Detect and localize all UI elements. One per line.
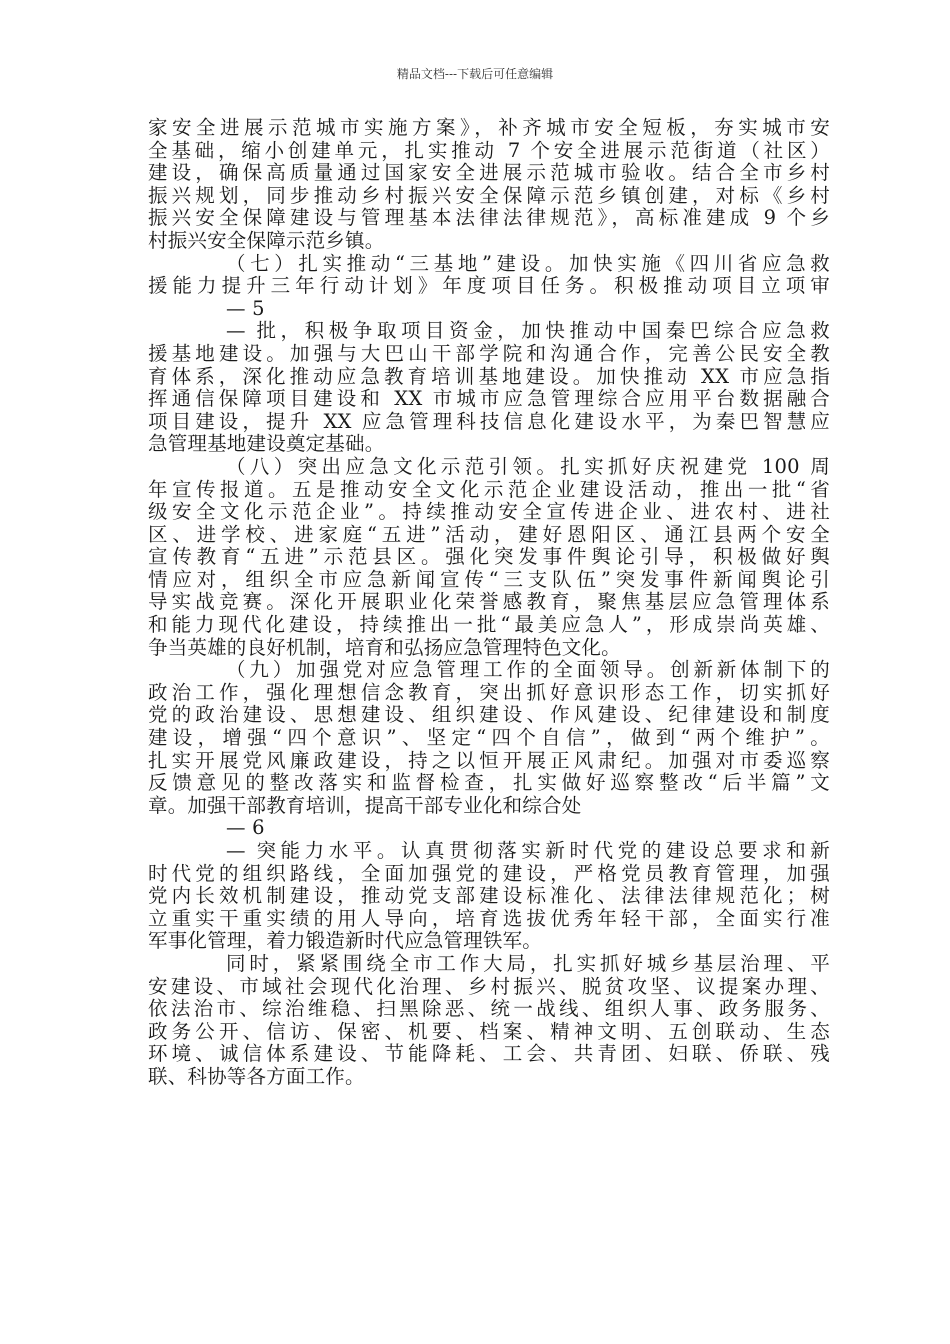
text-line: 全基础，缩小创建单元，扎实推动 7 个安全进展示范街道（社区） (148, 138, 830, 162)
text-line: 时代党的组织路线，全面加强党的建设，严格党员教育管理，加强 (148, 861, 830, 885)
text-line: 政治工作，强化理想信念教育，突出抓好意识形态工作，切实抓好 (148, 680, 830, 704)
text-line: 挥通信保障项目建设和 XX 市城市应急管理综合应用平台数据融合 (148, 387, 830, 411)
text-line: （八）突出应急文化示范引领。扎实抓好庆祝建党 100 周 (226, 454, 830, 478)
text-line: （九）加强党对应急管理工作的全面领导。创新新体制下的 (226, 658, 830, 682)
text-line: 党内长效机制建设，推动党支部建设标准化、法律法律规范化；树 (148, 884, 830, 908)
text-line: 联、科协等各方面工作。 (148, 1064, 365, 1088)
paragraph-2 (148, 253, 830, 298)
paragraph-1 (148, 117, 830, 253)
text-line: 环境、诚信体系建设、节能降耗、工会、共青团、妇联、侨联、残 (148, 1042, 830, 1066)
page-number: — 6 (226, 816, 265, 840)
text-line: 党的政治建设、思想建设、组织建设、作风建设、纪律建设和制度 (148, 703, 830, 727)
text-line: 振兴规划，同步推动乡村振兴安全保障示范乡镇创建，对标《乡村 (148, 183, 830, 207)
text-line: 级安全文化示范企业”。持续推动安全宣传进企业、进农村、进社 (148, 500, 830, 524)
text-line: 安建设、市域社会现代化治理、乡村振兴、脱贫攻坚、议提案办理、 (148, 974, 830, 998)
text-line: 章。加强干部教育培训，提高干部专业化和综合处 (148, 793, 582, 817)
paragraph-3 (148, 320, 830, 456)
text-line: — 突能力水平。认真贯彻落实新时代党的建设总要求和新 (226, 839, 830, 862)
text-line: 导实战竞赛。深化开展职业化荣誉感教育，聚焦基层应急管理体系 (148, 590, 830, 614)
text-line: 同时，紧紧围绕全市工作大局，扎实抓好城乡基层治理、平 (226, 951, 830, 975)
text-line: 援能力提升三年行动计划》年度项目任务。积极推动项目立项审 (148, 274, 830, 298)
document-body (148, 117, 830, 1089)
text-line: 家安全进展示范城市实施方案》，补齐城市安全短板，夯实城市安 (148, 116, 830, 139)
text-line: 振兴安全保障建设与管理基本法律法律规范》，高标准建成 9 个乡 (148, 206, 830, 230)
page-number-5 (148, 298, 830, 321)
paragraph-5 (148, 659, 830, 817)
text-line: 建设，确保高质量通过国家安全进展示范城市验收。结合全市乡村 (148, 161, 830, 185)
text-line: 立重实干重实绩的用人导向，培育选拔优秀年轻干部，全面实行准 (148, 906, 830, 930)
page-number-6 (148, 817, 830, 840)
text-line: 项目建设，提升 XX 应急管理科技信息化建设水平，为秦巴智慧应 (148, 409, 830, 433)
text-line: 援基地建设。加强与大巴山干部学院和沟通合作，完善公民安全教 (148, 341, 830, 365)
paragraph-4 (148, 456, 830, 659)
paragraph-6 (148, 840, 830, 953)
text-line: 年宣传报道。五是推动安全文化示范企业建设活动，推出一批“省 (148, 477, 830, 501)
text-line: 育体系，深化推动应急教育培训基地建设。加快推动 XX 市应急指 (148, 364, 830, 388)
paragraph-7 (148, 953, 830, 1089)
text-line: 情应对，组织全市应急新闻宣传“三支队伍”突发事件新闻舆论引 (148, 567, 830, 591)
text-line: 争当英雄的良好机制，培育和弘扬应急管理特色文化。 (148, 635, 621, 659)
text-line: — 批，积极争取项目资金，加快推动中国秦巴综合应急救 (226, 319, 830, 343)
text-line: 区、进学校、进家庭“五进”活动，建好恩阳区、通江县两个安全 (148, 522, 830, 546)
text-line: 依法治市、综治维稳、扫黑除恶、统一战线、组织人事、政务服务、 (148, 997, 830, 1021)
text-line: 扎实开展党风廉政建设，持之以恒开展正风肃纪。加强对市委巡察 (148, 748, 830, 772)
text-line: 政务公开、信访、保密、机要、档案、精神文明、五创联动、生态 (148, 1019, 830, 1043)
text-line: （七）扎实推动“三基地”建设。加快实施《四川省应急救 (226, 251, 830, 275)
page-header: 精品文档---下载后可任意编辑 (396, 67, 554, 81)
text-line: 和能力现代化建设，持续推出一批“最美应急人”，形成崇尚英雄、 (148, 613, 830, 637)
text-line: 军事化管理，着力锻造新时代应急管理铁军。 (148, 929, 543, 953)
text-line: 建设，增强“四个意识”、坚定“四个自信”，做到“两个维护”。 (148, 726, 830, 750)
page-number: — 5 (226, 296, 265, 320)
text-line: 村振兴安全保障示范乡镇。 (148, 228, 385, 252)
text-line: 反馈意见的整改落实和监督检查，扎实做好巡察整改“后半篇”文 (148, 771, 830, 795)
text-line: 急管理基地建设奠定基础。 (148, 432, 385, 456)
text-line: 宣传教育“五进”示范县区。强化突发事件舆论引导，积极做好舆 (148, 545, 830, 569)
